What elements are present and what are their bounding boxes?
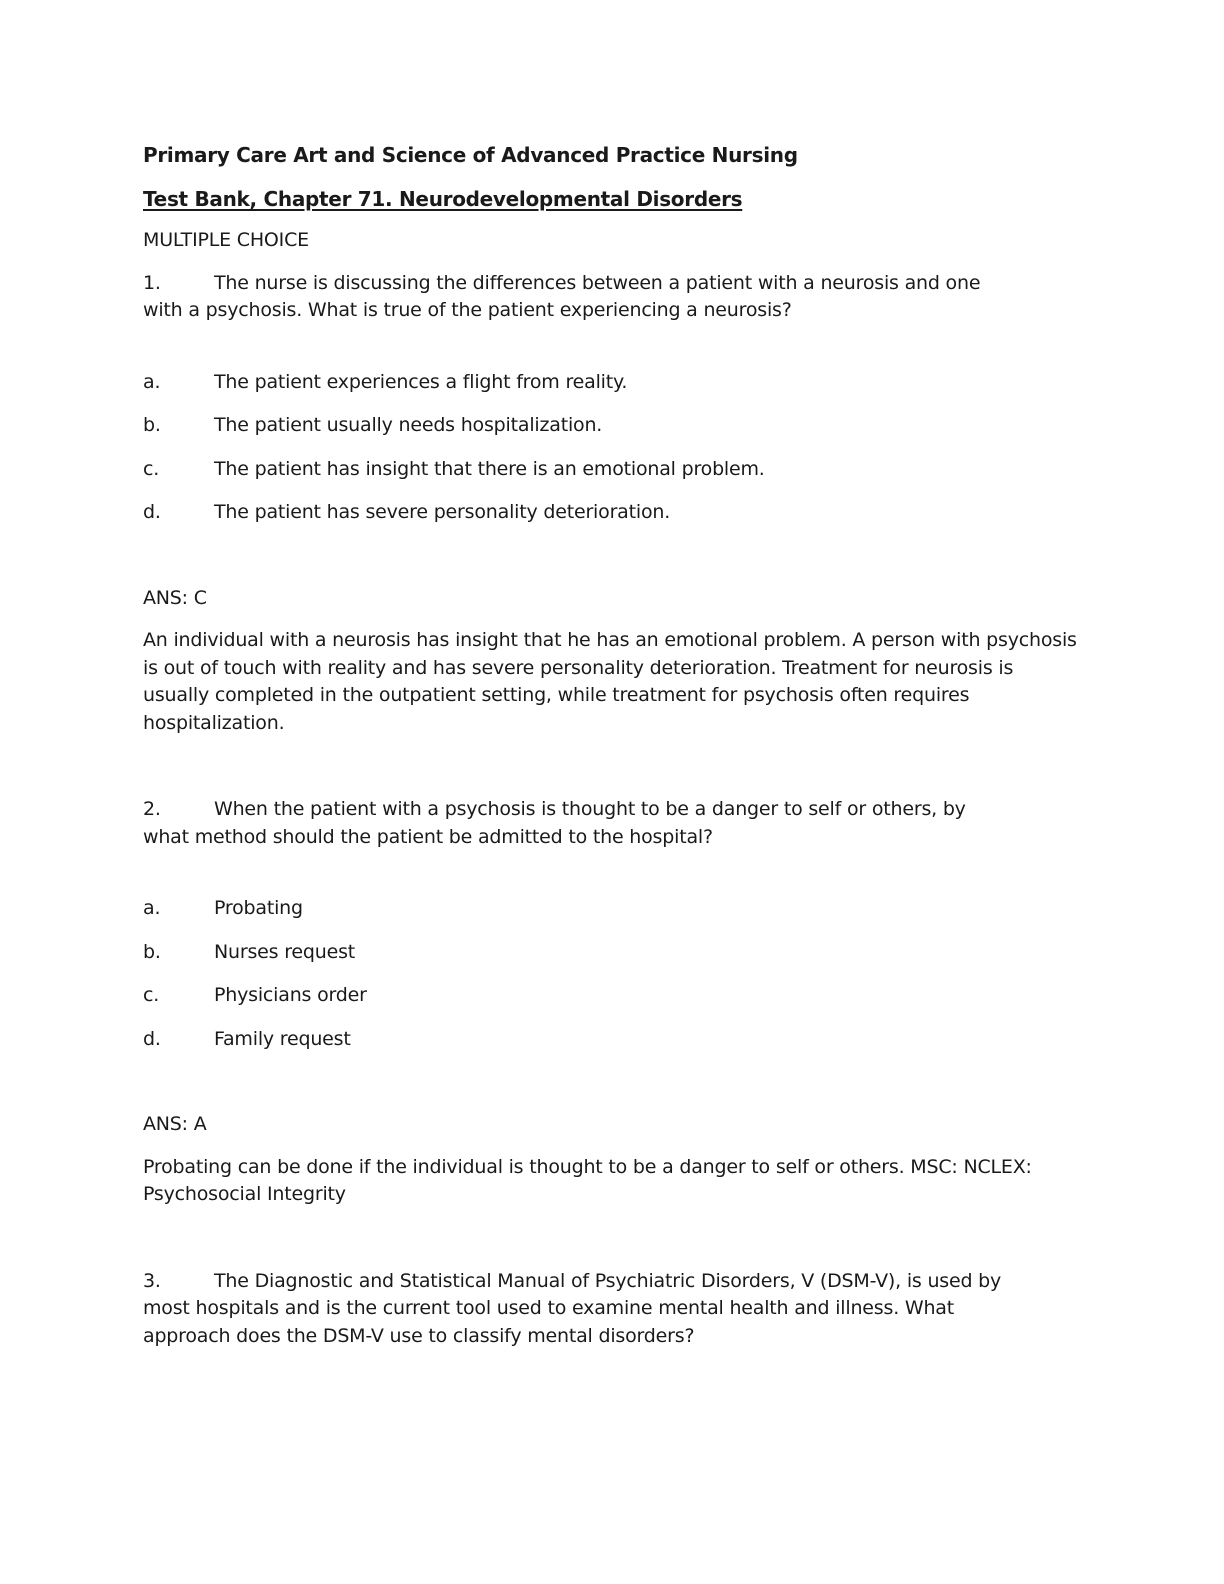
- rationale-text: An individual with a neurosis has insight that he has an emotional problem. A person with psychosis is out of touch with reality and has severe personality deterioration. Treatment for neurosis is usually completed in the outpatient setting, while treatment for psychosis often requires hospitalization.: [143, 629, 1077, 734]
- option-text: The patient experiences a flight from reality.: [214, 370, 628, 393]
- question-stem: [143, 796, 1083, 824]
- option-a: [143, 369, 1083, 397]
- question-stem-line: what method should the patient be admitted to the hospital?: [143, 825, 713, 848]
- question-stem-line: When the patient with a psychosis is thought to be a danger to self or others, by: [214, 798, 966, 820]
- question-2: [143, 796, 1083, 1209]
- option-text: Probating: [214, 897, 303, 919]
- question-number: 2.: [143, 798, 161, 820]
- option-letter: d.: [143, 1027, 161, 1050]
- answer-key: ANS: C: [143, 586, 207, 609]
- document-subtitle: Test Bank, Chapter 71. Neurodevelopmental Disorders: [143, 187, 743, 211]
- question-stem-line: approach does the DSM-V use to classify mental disorders?: [143, 1324, 695, 1347]
- option-text: The patient has insight that there is an emotional problem.: [214, 457, 765, 480]
- option-d: [143, 499, 1083, 527]
- question-1: [143, 270, 1083, 738]
- option-letter: c.: [143, 457, 160, 480]
- option-c: [143, 982, 1083, 1010]
- document-title: Primary Care Art and Science of Advanced Practice Nursing: [143, 143, 798, 167]
- answer-options: [143, 895, 1083, 1053]
- option-text: Family request: [214, 1027, 351, 1050]
- option-letter: a.: [143, 897, 161, 919]
- option-d: [143, 1026, 1083, 1054]
- option-b: [143, 412, 1083, 440]
- question-stem: [143, 270, 1083, 298]
- question-stem-line: The Diagnostic and Statistical Manual of Psychiatric Disorders, V (DSM-V), is used by: [214, 1269, 1002, 1292]
- option-letter: b.: [143, 414, 161, 436]
- option-c: [143, 456, 1083, 484]
- option-a: [143, 895, 1083, 923]
- document-page: [143, 140, 1083, 1350]
- option-letter: b.: [143, 940, 161, 963]
- question-3: [143, 1268, 1083, 1351]
- section-heading: MULTIPLE CHOICE: [143, 229, 309, 251]
- option-text: Nurses request: [214, 940, 356, 963]
- answer-key: ANS: A: [143, 1113, 207, 1135]
- option-letter: c.: [143, 984, 160, 1006]
- option-text: The patient has severe personality deterioration.: [214, 501, 671, 523]
- option-b: [143, 939, 1083, 967]
- question-stem-line: The nurse is discussing the differences between a patient with a neurosis and one: [214, 271, 981, 294]
- question-number: 1.: [143, 271, 161, 294]
- option-text: The patient usually needs hospitalization.: [214, 414, 603, 436]
- question-stem-line: most hospitals and is the current tool used to examine mental health and illness. What: [143, 1297, 954, 1319]
- question-stem: [143, 1268, 1083, 1296]
- question-number: 3.: [143, 1269, 161, 1292]
- option-letter: a.: [143, 370, 161, 393]
- option-text: Physicians order: [214, 984, 367, 1006]
- option-letter: d.: [143, 501, 161, 523]
- question-stem-line: with a psychosis. What is true of the patient experiencing a neurosis?: [143, 299, 792, 321]
- rationale-text: Probating can be done if the individual is thought to be a danger to self or others. MSC: NCLEX: Psychosocial Integrity: [143, 1155, 1032, 1205]
- answer-options: [143, 369, 1083, 527]
